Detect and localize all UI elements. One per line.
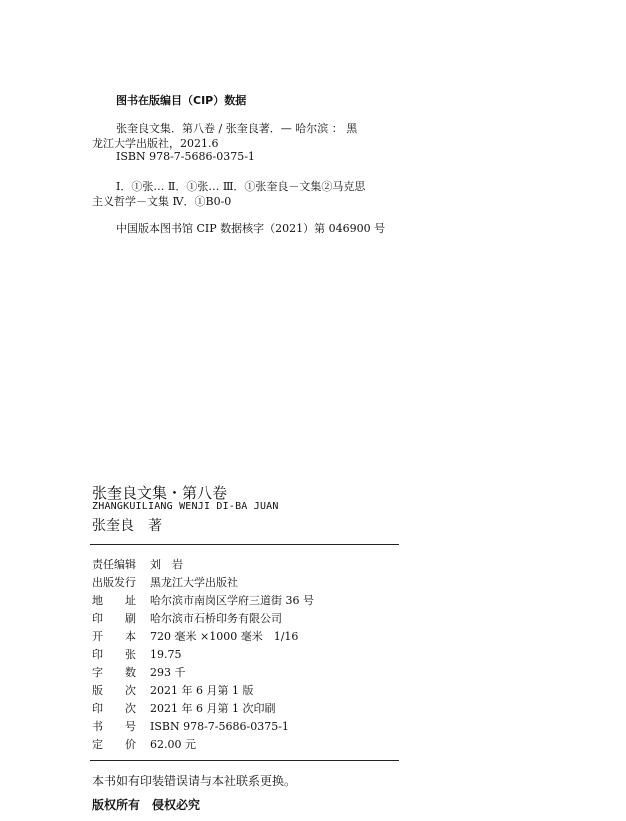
info-value: 19.75 — [150, 648, 182, 661]
info-value: 720 毫米 ×1000 毫米 1/16 — [150, 630, 299, 643]
info-label: 地 址 — [92, 594, 136, 607]
book-author: 张奎良 著 — [92, 518, 162, 534]
info-row-isbn — [92, 718, 289, 734]
info-label: 书 号 — [92, 720, 136, 733]
info-label: 责任编辑 — [92, 558, 136, 571]
cip-subject-line-2: 主义哲学－文集 Ⅳ．①B0-0 — [92, 195, 232, 208]
info-value: 哈尔滨市石桥印务有限公司 — [150, 612, 282, 625]
info-value: 2021 年 6 月第 1 版 — [150, 684, 254, 697]
info-value: 62.00 元 — [150, 738, 196, 751]
cip-entry-line-1: 张奎良文集．第八卷 / 张奎良著．— 哈尔滨 ： 黑 — [116, 122, 358, 135]
info-label: 开 本 — [92, 630, 136, 643]
divider-top — [90, 544, 399, 545]
divider-bottom — [90, 760, 399, 761]
info-label: 版 次 — [92, 684, 136, 697]
info-value: ISBN 978-7-5686-0375-1 — [150, 720, 289, 733]
info-label: 印 张 — [92, 648, 136, 661]
info-row-printing — [92, 700, 275, 716]
info-label: 印 刷 — [92, 612, 136, 625]
cip-subject-line-1: Ⅰ．①张… Ⅱ．①张… Ⅲ．①张奎良－文集②马克思 — [116, 180, 366, 193]
info-label: 出版发行 — [92, 576, 136, 589]
info-row-format — [92, 628, 298, 644]
info-row-address — [92, 592, 314, 608]
info-row-word-count — [92, 664, 186, 680]
book-title: 张奎良文集・第八卷 — [92, 484, 228, 502]
info-row-publisher — [92, 574, 238, 590]
info-value: 刘 岩 — [150, 558, 183, 571]
cip-heading: 图书在版编目（CIP）数据 — [116, 94, 247, 107]
cip-entry-line-2: 龙江大学出版社，2021.6 — [92, 137, 219, 150]
info-row-printer — [92, 610, 282, 626]
info-value: 哈尔滨市南岗区学府三道街 36 号 — [150, 594, 314, 607]
info-value: 黑龙江大学出版社 — [150, 576, 238, 589]
copyright-notice: 版权所有 侵权必究 — [92, 798, 201, 812]
info-label: 定 价 — [92, 738, 136, 751]
info-value: 293 千 — [150, 666, 186, 679]
info-label: 字 数 — [92, 666, 136, 679]
print-error-notice: 本书如有印装错误请与本社联系更换。 — [92, 774, 297, 788]
book-title-pinyin: ZHANGKUILIANG WENJI DI-BA JUAN — [92, 501, 279, 512]
info-label: 印 次 — [92, 702, 136, 715]
info-row-edition — [92, 682, 253, 698]
info-value: 2021 年 6 月第 1 次印刷 — [150, 702, 276, 715]
info-row-price — [92, 736, 196, 752]
info-row-editor — [92, 556, 183, 572]
cip-record-number: 中国版本图书馆 CIP 数据核字（2021）第 046900 号 — [116, 222, 386, 235]
info-row-sheets — [92, 646, 182, 662]
cip-isbn: ISBN 978-7-5686-0375-1 — [116, 150, 255, 163]
